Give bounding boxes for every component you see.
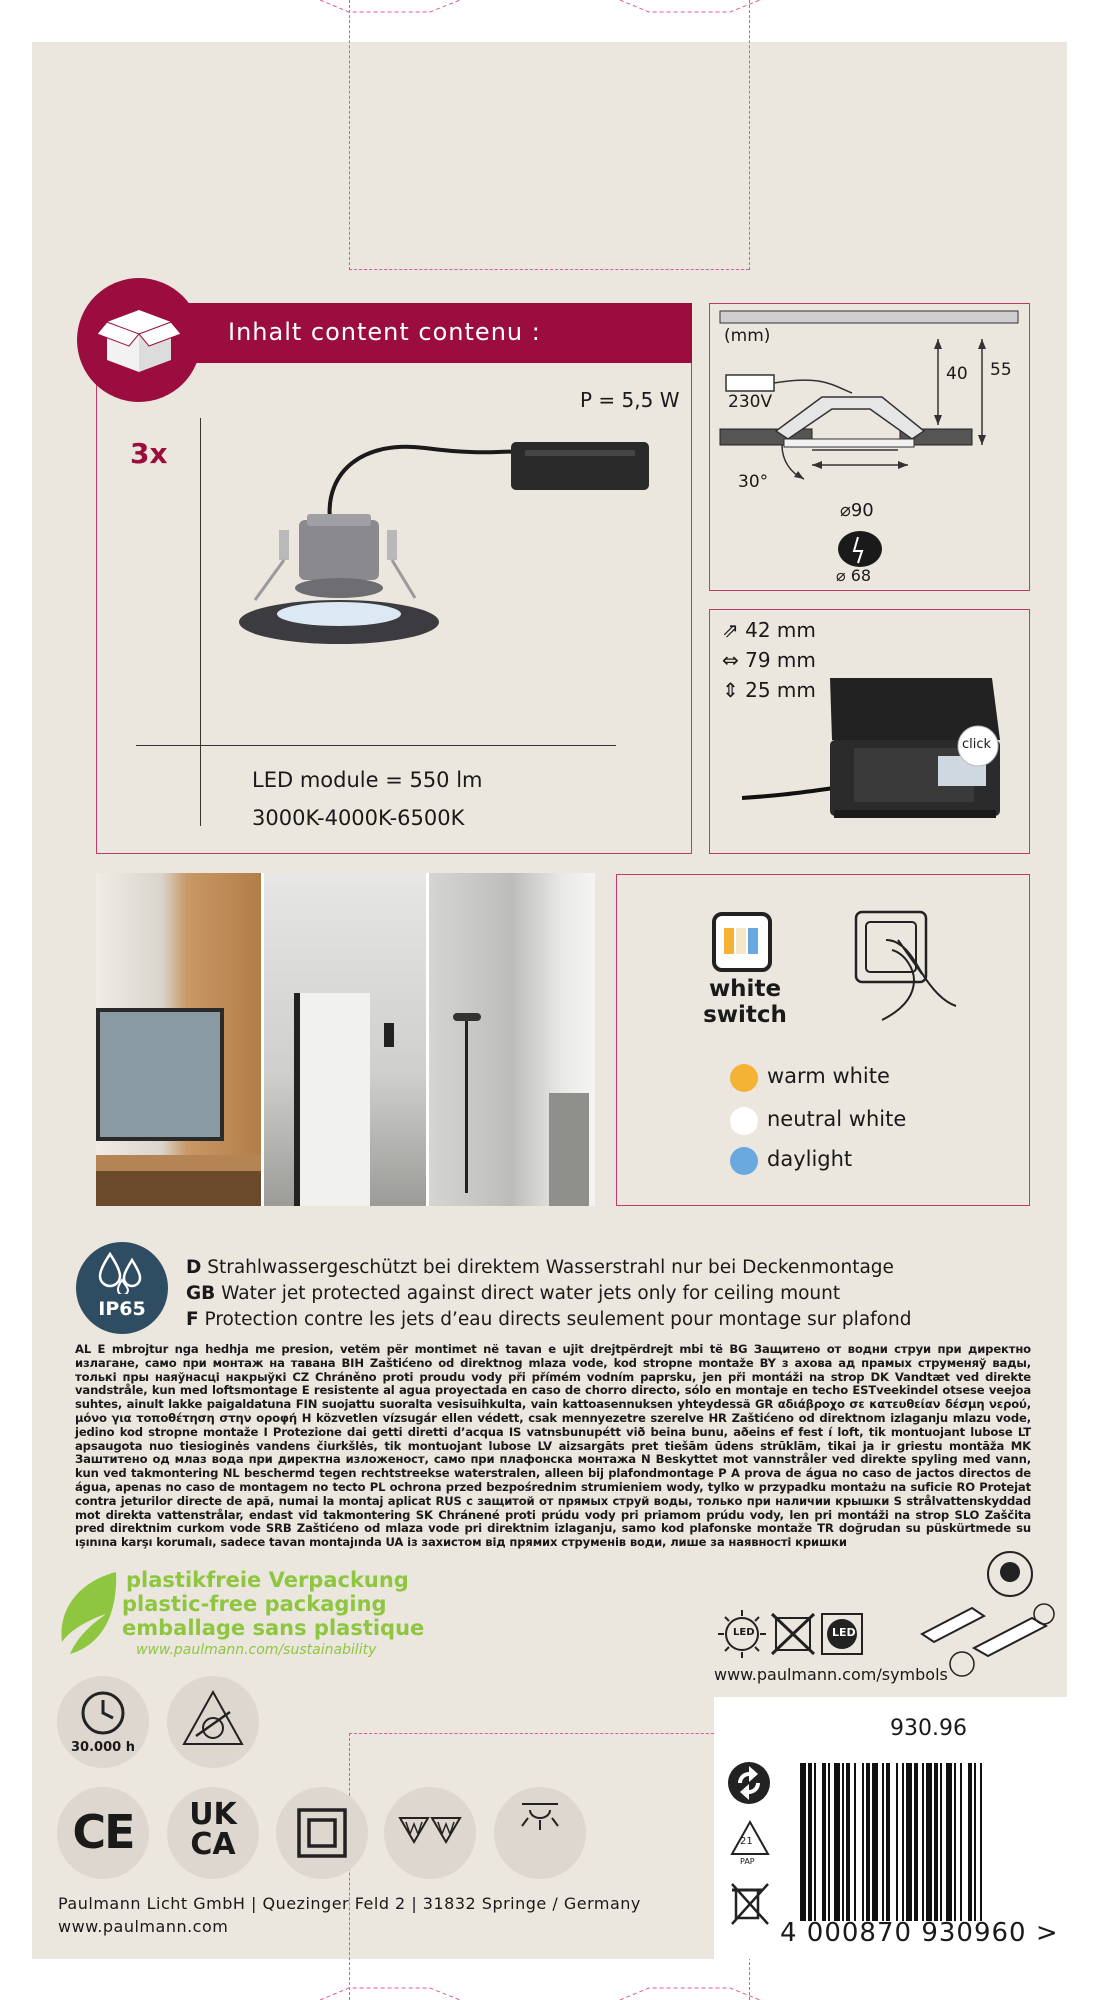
content-title: Inhalt content contenu :	[228, 318, 541, 346]
barcode-bar	[968, 1763, 972, 1921]
double-insulation-icon	[296, 1807, 348, 1859]
barcode-bar	[846, 1763, 850, 1921]
arrow-horizontal-icon: ⇔	[722, 648, 746, 672]
dieline	[749, 0, 750, 270]
downlight-illustration	[215, 430, 655, 650]
hole-diameter: ⌀ 68	[836, 566, 872, 585]
dimension-diagram	[712, 305, 1028, 589]
switch-title-line2: switch	[703, 1002, 787, 1028]
neutral-white-label: neutral white	[767, 1107, 907, 1131]
photo-hallway	[264, 873, 426, 1206]
barcode-bar	[808, 1763, 812, 1921]
clock-icon	[80, 1690, 126, 1736]
ce-mark: CE	[72, 1805, 134, 1859]
white-switch-icon	[710, 910, 776, 976]
ip-line-f	[186, 1309, 911, 1330]
ip-multilanguage-text: AL E mbrojtur nga hedhja me presion, vetëm për montimet në tavan e ujit drejtpërdrejt mbi të BG Защитено от водни струи при директно излагане, само при монтаж на тавана BIH Zaštićeno od direktnog mlaza vode, kod stropne montaže BY з ахова ад прамых струменяў вады, толькі пры наяўнасці накрыўкі CZ Chráněno proti proudu vody při přímém vodním paprsku, jen při montáži na strop DK Vandtæt ved direkte vandstråle, kun med loftsmontage E resistente al agua proyectada en caso de chorro directo, sólo en montaje en techo ESTveekindel otsese veejoa suhtes, ainult lakke paigaldatuna FIN suojattu suoralta vesisuihkulta, vain kattoasennuksen yhteydessä GR αδιάβροχο σε κατευθείαν δέσμη νερού, μόνο για τοποθέτηση στην οροφή H közvetlen vízsugár ellen védett, csak mennyezetre szerelve HR Zaštićeno od direktnom izlaganju mlazu vode, jedino kod stropne montaže I Protezione dai getti diretti d’acqua IS vatnsbunupétt við beina bunu, aðeins ef fest í loft, tik montuojant lubose LT apsaugota nuo tiesioginės vandens čiurkšlės, tik montuojant lubose LV aizsargāts pret tiešām ūdens strūklām, tikai ja ir griestu montāža MK Заштитено од млаз вода при директна изложеност, само при плафонска монтажа N Beskyttet mot vannstråler ved direkte spyling med vann, kun ved takmontering NL beschermd tegen rechtstreekse waterstralen, alleen bij plafondmontage P A prova de água no caso de jactos directos de água, apenas no caso de montagem no tecto PL ochrona przed bezpośrednim strumieniem wody, tylko w przypadku montażu na suficie RO Protejat contra jeturilor directe de apă, numai la montaj aplicat RUS с защитой от прямых струй воды, только при наличии крышки S strålvattenskyddad mot direkta vattenstrålar, endast vid takmontering SK Chránené proti prúdu vody pri priamom prúdu vody, len pri montáži na strop SLO Zaščita pred direktnim curkom vode SRB Zaštićeno od mlaza vode pri direktnim izlaganju, samo kod plafonske montaže TR doğrudan su püskürtmede su ışınına karşı korumalı, sadece tavan montajında UA із захистом від прямих струменів води, лише за наявності кришки	[75, 1342, 1031, 1550]
mm-furniture-icon	[398, 1814, 462, 1844]
wall-switch-hand-icon	[852, 910, 962, 1028]
power-label: P = 5,5 W	[580, 388, 680, 412]
led-symbol-label-filled: LED	[832, 1626, 856, 1639]
barcode-bar	[906, 1763, 912, 1921]
recycle-label: PAP	[740, 1857, 755, 1866]
ukca-line2: CA	[190, 1827, 236, 1862]
barcode-bar	[974, 1763, 976, 1921]
height-outer: 55	[990, 360, 1012, 380]
daylight-label: daylight	[767, 1147, 853, 1171]
ip-line-gb	[186, 1283, 840, 1304]
driver-depth-value: 42 mm	[745, 618, 816, 642]
barcode-bar	[896, 1763, 898, 1921]
ip65-label: IP65	[98, 1298, 146, 1320]
barcode-bar	[926, 1763, 932, 1921]
warm-white-dot	[730, 1064, 758, 1092]
ip-code-f: F	[186, 1309, 199, 1330]
barcode-bar	[922, 1763, 924, 1921]
dieline	[349, 269, 749, 270]
cutout-diameter: ⌀90	[840, 500, 874, 521]
company-website: www.paulmann.com	[58, 1917, 229, 1936]
barcode-bar	[954, 1763, 956, 1921]
driver-height-value: 25 mm	[745, 678, 816, 702]
ip-text-f: Protection contre les jets d’eau directs seulement pour montage sur plafond	[198, 1309, 912, 1330]
water-drops-icon	[96, 1250, 148, 1294]
dieline-top-tabs	[300, 0, 800, 14]
barcode	[800, 1763, 1040, 1921]
barcode-bar	[886, 1763, 890, 1921]
led-symbol-label: LED	[733, 1627, 755, 1638]
dieline	[349, 1733, 749, 1734]
barcode-bar	[854, 1763, 856, 1921]
barcode-bar	[914, 1763, 918, 1921]
barcode-bar	[866, 1763, 870, 1921]
barcode-bar	[822, 1763, 826, 1921]
sustainability-url: www.paulmann.com/sustainability	[136, 1642, 377, 1658]
height-inner: 40	[946, 364, 968, 384]
driver-width-value: 79 mm	[745, 648, 816, 672]
divider-h	[136, 745, 616, 746]
box-icon	[95, 300, 183, 380]
barcode-bar	[862, 1763, 864, 1921]
barcode-bar	[842, 1763, 844, 1921]
recycle-code: 21	[740, 1836, 753, 1847]
led-module: LED module = 550 lm	[252, 768, 483, 792]
driver-width	[722, 648, 816, 672]
wheelie-bin-icon	[728, 1880, 772, 1928]
photo-shower	[429, 873, 595, 1206]
dieline-bottom-tabs	[300, 1984, 800, 2000]
barcode-bar	[828, 1763, 830, 1921]
plastic-free-de: plastikfreie Verpackung	[126, 1568, 409, 1592]
arrow-diagonal-icon: ⇗	[722, 618, 746, 642]
plastic-free-fr: emballage sans plastique	[122, 1616, 425, 1640]
unit-label: (mm)	[724, 326, 771, 346]
barcode-digits: 4 000870 930960 >	[780, 1918, 1059, 1948]
voltage-label: 230V	[728, 392, 773, 412]
article-number: 930.96	[890, 1716, 967, 1741]
barcode-bar	[800, 1763, 806, 1921]
ip-code-gb: GB	[186, 1283, 216, 1304]
tilt-angle: 30°	[738, 472, 769, 492]
ip-text-de: Strahlwassergeschützt bei direktem Wasserstrahl nur bei Deckenmontage	[201, 1257, 894, 1278]
barcode-bar	[946, 1763, 952, 1921]
switch-title-line1: white	[708, 976, 782, 1002]
arrow-vertical-icon: ⇕	[722, 678, 746, 702]
installer-symbols	[920, 1548, 1066, 1678]
ip-code-de: D	[186, 1257, 202, 1278]
dieline	[349, 0, 350, 270]
barcode-bar	[960, 1763, 962, 1921]
leaf-icon	[58, 1570, 122, 1656]
driver-depth	[722, 618, 816, 642]
barcode-bar	[940, 1763, 942, 1921]
neutral-white-dot	[730, 1107, 758, 1135]
ip-line-de	[186, 1257, 894, 1278]
photo-bathroom-wood	[96, 873, 261, 1206]
daylight-dot	[730, 1147, 758, 1175]
plastic-free-en: plastic-free packaging	[122, 1592, 387, 1616]
ip-text-gb: Water jet protected against direct water jets only for ceiling mount	[215, 1283, 841, 1304]
barcode-bar	[882, 1763, 884, 1921]
warm-white-label: warm white	[767, 1064, 890, 1088]
ukca-line1: UK	[189, 1797, 237, 1832]
company-address: Paulmann Licht GmbH | Quezinger Feld 2 | 31832 Springe / Germany	[58, 1894, 641, 1913]
barcode-bar	[814, 1763, 816, 1921]
color-temperatures: 3000K-4000K-6500K	[252, 806, 465, 830]
ceiling-lamp-icon	[516, 1800, 564, 1836]
barcode-bar	[902, 1763, 904, 1921]
divider-v	[200, 418, 201, 826]
barcode-bar	[872, 1763, 878, 1921]
quantity-label: 3x	[130, 437, 168, 470]
green-dot-icon	[726, 1760, 772, 1806]
barcode-bar	[834, 1763, 840, 1921]
barcode-bar	[934, 1763, 938, 1921]
click-label: click	[962, 737, 992, 752]
lifetime-label: 30.000 h	[71, 1740, 135, 1755]
no-dimmer-icon	[178, 1686, 248, 1756]
barcode-bar	[980, 1763, 982, 1921]
symbols-url: www.paulmann.com/symbols	[714, 1665, 948, 1684]
